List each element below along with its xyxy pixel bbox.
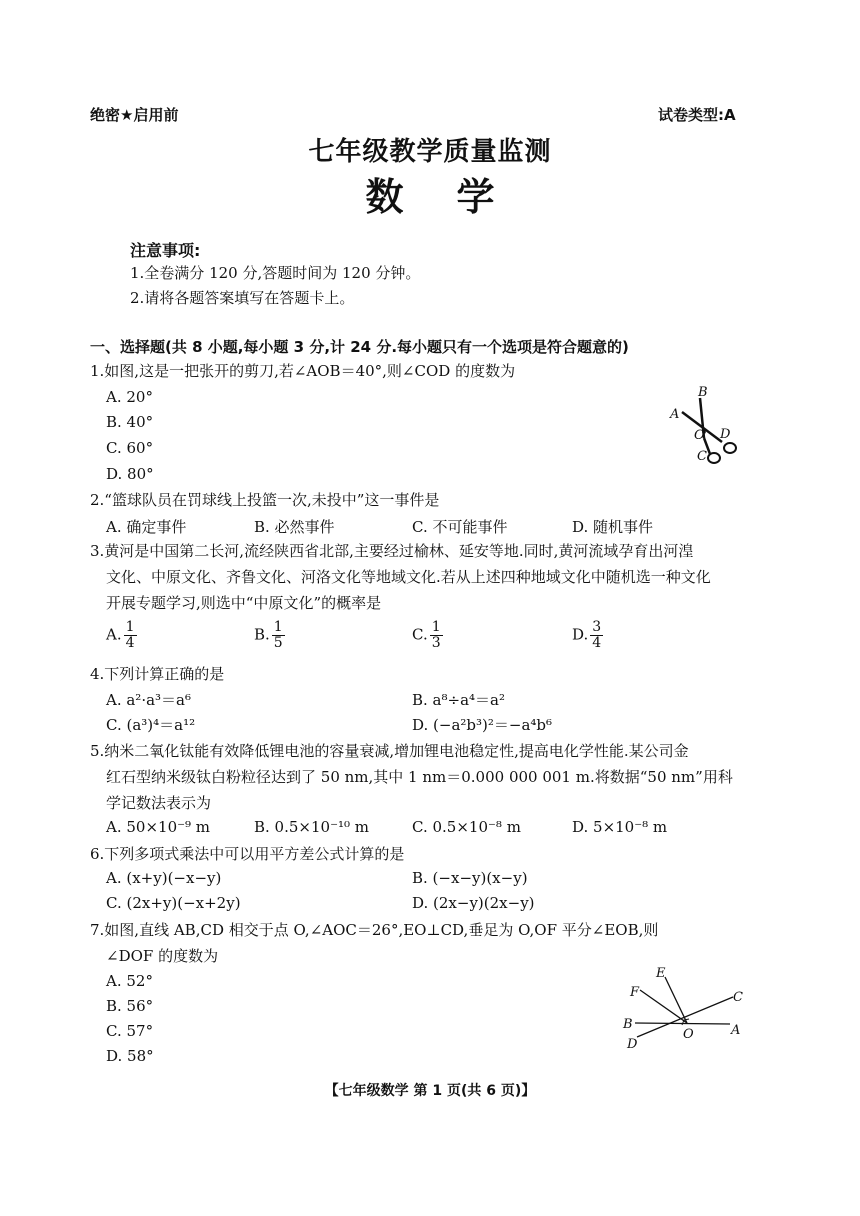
q6-option-d: D. (2x−y)(2x−y) (412, 894, 535, 912)
q5-option-d: D. 5×10⁻⁸ m (572, 818, 668, 836)
q3-option-b: B. $\frac{1}{5}$ (254, 619, 283, 651)
q5-option-b: B. 0.5×10⁻¹⁰ m (254, 818, 370, 836)
question-2-stem: 2.“篮球队员在罚球线上投篮一次,未投中”这一事件是 (90, 491, 440, 509)
figure-label-c: C (733, 990, 743, 1005)
intersecting-lines-figure (615, 962, 745, 1054)
question-7-line: 7.如图,直线 AB,CD 相交于点 O,∠AOC＝26°,EO⊥CD,垂足为 O,OF 平分∠EOB,则 (90, 921, 659, 939)
q3-option-a: A. $\frac{1}{4}$ (106, 619, 135, 651)
figure-label-a: A (670, 407, 680, 422)
figure-label-b: B (698, 385, 708, 400)
q7-option-d: D. 58° (106, 1047, 154, 1065)
question-4-stem: 4.下列计算正确的是 (90, 665, 225, 683)
q1-option-d: D. 80° (106, 465, 154, 483)
notes-title: 注意事项: (130, 241, 201, 260)
scissors-figure (660, 382, 750, 470)
q7-option-c: C. 57° (106, 1022, 154, 1040)
q2-option-a: A. 确定事件 (106, 518, 187, 536)
exam-title: 七年级教学质量监测 (308, 137, 552, 167)
q7-option-b: B. 56° (106, 997, 154, 1015)
section-heading: 一、选择题(共 8 小题,每小题 3 分,计 24 分.每小题只有一个选项是符合题意的) (90, 338, 629, 356)
question-5-line: 5.纳米二氧化钛能有效降低锂电池的容量衰减,增加锂电池稳定性,提高电化学性能.某公司金 (90, 742, 689, 760)
question-5-line: 红石型纳米级钛白粉粒径达到了 50 nm,其中 1 nm＝0.000 000 001 m.将数据“50 nm”用科 (106, 768, 733, 786)
q6-option-a: A. (x+y)(−x−y) (106, 869, 222, 887)
q4-option-d: D. (−a²b³)²＝−a⁴b⁶ (412, 716, 553, 734)
question-3-line: 3.黄河是中国第二长河,流经陕西省北部,主要经过榆林、延安等地.同时,黄河流域孕育出河湟 (90, 542, 694, 560)
figure-label-f: F (630, 985, 640, 1000)
ray-of (640, 990, 687, 1023)
q7-option-a: A. 52° (106, 972, 153, 990)
q5-option-a: A. 50×10⁻⁹ m (106, 818, 211, 836)
figure-label-b: B (623, 1017, 633, 1032)
paper-type-label: 试卷类型:A (658, 106, 736, 124)
q4-option-a: A. a²·a³＝a⁶ (106, 691, 192, 709)
scissors-handle-c (708, 453, 720, 463)
q5-option-c: C. 0.5×10⁻⁸ m (412, 818, 521, 836)
q1-option-c: C. 60° (106, 439, 154, 457)
ray-oe (665, 977, 687, 1023)
question-3-line: 开展专题学习,则选中“中原文化”的概率是 (106, 594, 382, 612)
scissors-handle-d (724, 443, 736, 453)
figure-label-e: E (656, 966, 666, 981)
figure-label-o: O (683, 1027, 694, 1042)
q3-option-c: C. $\frac{1}{3}$ (412, 619, 441, 651)
confidential-label: 绝密★启用前 (90, 106, 179, 124)
question-6-stem: 6.下列多项式乘法中可以用平方差公式计算的是 (90, 845, 405, 863)
notes-item: 2.请将各题答案填写在答题卡上。 (130, 289, 355, 307)
q3-option-d: D. $\frac{3}{4}$ (572, 619, 602, 651)
subject-title: 数 学 (365, 175, 495, 219)
question-5-line: 学记数法表示为 (106, 794, 212, 812)
figure-label-o: O (694, 428, 705, 443)
q1-option-b: B. 40° (106, 413, 154, 431)
q2-option-c: C. 不可能事件 (412, 518, 508, 536)
figure-label-a: A (731, 1023, 741, 1038)
q4-option-b: B. a⁸÷a⁴＝a² (412, 691, 505, 709)
q2-option-b: B. 必然事件 (254, 518, 335, 536)
q1-option-a: A. 20° (106, 388, 153, 406)
q4-option-c: C. (a³)⁴＝a¹² (106, 716, 196, 734)
notes-item: 1.全卷满分 120 分,答题时间为 120 分钟。 (130, 264, 421, 282)
question-1-stem: 1.如图,这是一把张开的剪刀,若∠AOB＝40°,则∠COD 的度数为 (90, 362, 516, 380)
q6-option-c: C. (2x+y)(−x+2y) (106, 894, 241, 912)
figure-label-d: D (720, 427, 731, 442)
question-7-line: ∠DOF 的度数为 (106, 947, 219, 965)
q6-option-b: B. (−x−y)(x−y) (412, 869, 528, 887)
figure-label-d: D (627, 1037, 638, 1052)
q2-option-d: D. 随机事件 (572, 518, 654, 536)
page-footer: 【七年级数学 第 1 页(共 6 页)】 (324, 1083, 536, 1099)
figure-label-c: C (697, 449, 707, 464)
question-3-line: 文化、中原文化、齐鲁文化、河洛文化等地域文化.若从上述四种地域文化中随机选一种文化 (106, 568, 711, 586)
